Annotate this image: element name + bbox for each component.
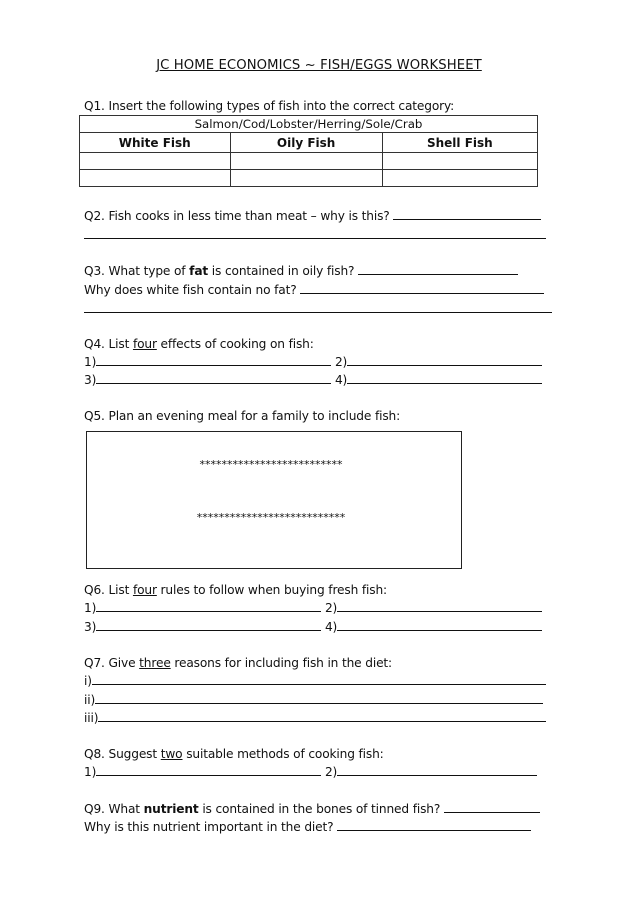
q8-question bbox=[84, 746, 384, 762]
q3-line2-text: Why does white fish contain no fat? bbox=[84, 283, 297, 297]
q4-row-1 bbox=[84, 354, 542, 370]
q3-text-b: is contained in oily fish? bbox=[208, 264, 355, 278]
q6-question bbox=[84, 582, 387, 598]
stars-line-1: ************************** bbox=[199, 458, 343, 471]
q6-label-4: 4) bbox=[324, 620, 338, 634]
q2-answer-line-2[interactable] bbox=[84, 227, 546, 239]
q4-answer-2[interactable] bbox=[347, 354, 542, 366]
q4-label-2: 2) bbox=[334, 355, 348, 369]
q7-row-1 bbox=[84, 673, 546, 689]
q7-answer-3[interactable] bbox=[98, 710, 546, 722]
q4-answer-1[interactable] bbox=[96, 354, 331, 366]
oily-fish-cell-1[interactable] bbox=[230, 153, 382, 170]
q8-keyword: two bbox=[160, 747, 183, 761]
q4-label-1: 1) bbox=[84, 355, 97, 369]
q4-text-b: effects of cooking on fish: bbox=[156, 337, 314, 351]
q2-answer-line[interactable] bbox=[393, 208, 541, 220]
q3-answer-line-2[interactable] bbox=[300, 282, 544, 294]
q4-row-2 bbox=[84, 372, 542, 388]
q8-text-b: suitable methods of cooking fish: bbox=[182, 747, 384, 761]
q3-question bbox=[84, 263, 518, 279]
q3-keyword: fat bbox=[189, 264, 209, 278]
q4-label-4: 4) bbox=[334, 373, 348, 387]
q9-line2-text: Why is this nutrient important in the diet? bbox=[84, 820, 334, 834]
q7-row-2 bbox=[84, 692, 543, 708]
q7-answer-2[interactable] bbox=[95, 692, 543, 704]
worksheet-title: JC HOME ECONOMICS ~ FISH/EGGS WORKSHEET bbox=[156, 58, 482, 73]
q3-question-2 bbox=[84, 282, 544, 298]
q7-row-3 bbox=[84, 710, 546, 726]
fish-category-table bbox=[79, 115, 538, 187]
q1-question: Q1. Insert the following types of fish into the correct category: bbox=[84, 99, 455, 113]
q9-keyword: nutrient bbox=[143, 802, 199, 816]
q3-text-a: Q3. What type of bbox=[84, 264, 190, 278]
fish-list: Salmon/Cod/Lobster/Herring/Sole/Crab bbox=[80, 116, 538, 133]
q3-answer-line[interactable] bbox=[358, 263, 518, 275]
meal-plan-box[interactable] bbox=[86, 431, 462, 569]
white-fish-cell-2[interactable] bbox=[80, 170, 231, 187]
q6-text-b: rules to follow when buying fresh fish: bbox=[156, 583, 387, 597]
q7-label-3: iii) bbox=[84, 711, 99, 725]
q6-row-2 bbox=[84, 619, 542, 635]
shell-fish-cell-1[interactable] bbox=[382, 153, 537, 170]
header-white-fish: White Fish bbox=[80, 133, 231, 153]
oily-fish-cell-2[interactable] bbox=[230, 170, 382, 187]
q4-answer-4[interactable] bbox=[347, 372, 542, 384]
stars-line-2: *************************** bbox=[196, 511, 346, 524]
q9-text-a: Q9. What bbox=[84, 802, 144, 816]
q5-question: Q5. Plan an evening meal for a family to include fish: bbox=[84, 409, 401, 423]
q6-answer-1[interactable] bbox=[96, 600, 321, 612]
q4-answer-3[interactable] bbox=[96, 372, 331, 384]
shell-fish-cell-2[interactable] bbox=[382, 170, 537, 187]
q8-answer-2[interactable] bbox=[337, 764, 537, 776]
q6-keyword: four bbox=[132, 583, 157, 597]
q9-text-b: is contained in the bones of tinned fish? bbox=[198, 802, 441, 816]
q6-text-a: Q6. List bbox=[84, 583, 133, 597]
q6-answer-3[interactable] bbox=[96, 619, 321, 631]
q4-question bbox=[84, 336, 314, 352]
q7-label-2: ii) bbox=[84, 693, 96, 707]
q4-label-3: 3) bbox=[84, 373, 97, 387]
header-oily-fish: Oily Fish bbox=[230, 133, 382, 153]
q7-keyword: three bbox=[139, 656, 171, 670]
q7-text-b: reasons for including fish in the diet: bbox=[170, 656, 393, 670]
q7-answer-1[interactable] bbox=[92, 673, 546, 685]
q8-label-2: 2) bbox=[324, 765, 338, 779]
q8-text-a: Q8. Suggest bbox=[84, 747, 161, 761]
q7-question bbox=[84, 655, 392, 671]
q9-question bbox=[84, 801, 540, 817]
white-fish-cell-1[interactable] bbox=[80, 153, 231, 170]
q2-text: Q2. Fish cooks in less time than meat – why is this? bbox=[84, 209, 390, 223]
q2-question bbox=[84, 208, 541, 224]
q2-answer-row bbox=[84, 227, 546, 243]
q9-question-2 bbox=[84, 819, 531, 835]
q6-label-1: 1) bbox=[84, 601, 97, 615]
q4-text-a: Q4. List bbox=[84, 337, 133, 351]
q6-answer-2[interactable] bbox=[337, 600, 542, 612]
q3-answer-line-3[interactable] bbox=[84, 301, 552, 313]
q7-label-1: i) bbox=[84, 674, 92, 688]
q6-label-3: 3) bbox=[84, 620, 97, 634]
q8-row-1 bbox=[84, 764, 537, 780]
q3-answer-row bbox=[84, 301, 552, 317]
q6-label-2: 2) bbox=[324, 601, 338, 615]
q8-answer-1[interactable] bbox=[96, 764, 321, 776]
q7-text-a: Q7. Give bbox=[84, 656, 140, 670]
header-shell-fish: Shell Fish bbox=[382, 133, 537, 153]
q6-row-1 bbox=[84, 600, 542, 616]
q4-keyword: four bbox=[132, 337, 157, 351]
q9-answer-line-2[interactable] bbox=[337, 819, 531, 831]
q9-answer-line[interactable] bbox=[444, 801, 540, 813]
q8-label-1: 1) bbox=[84, 765, 97, 779]
q6-answer-4[interactable] bbox=[337, 619, 542, 631]
